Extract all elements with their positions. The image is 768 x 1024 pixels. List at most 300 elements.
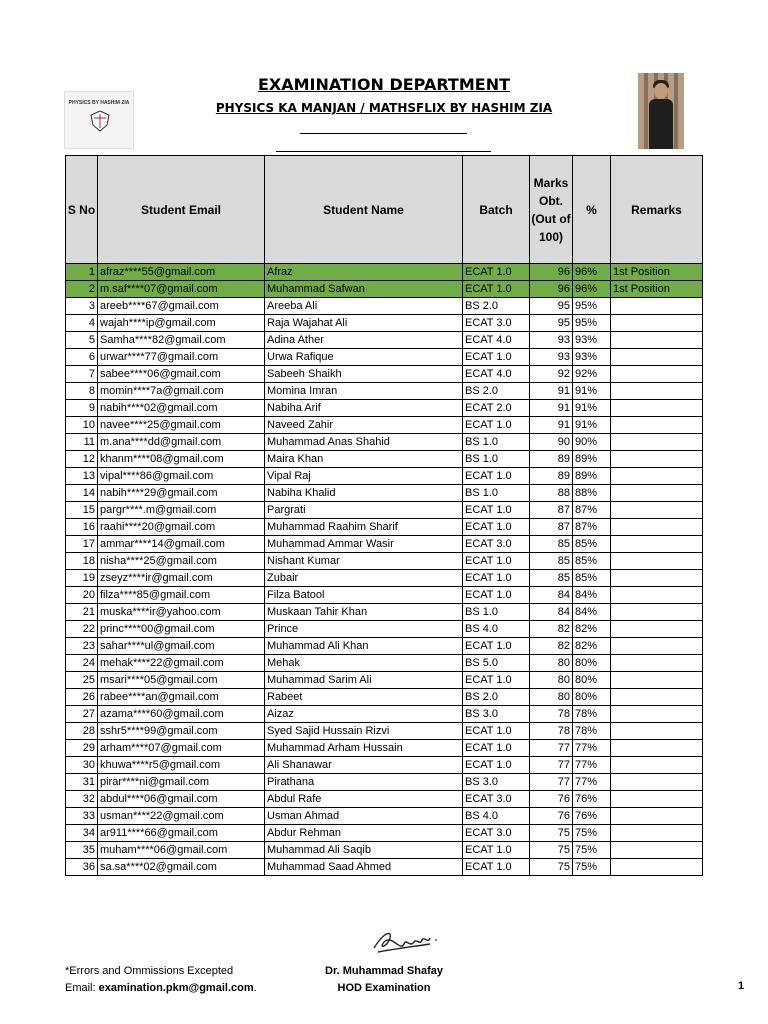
cell-percent: 93% bbox=[573, 349, 611, 366]
table-row bbox=[66, 842, 703, 859]
cell-name: Nabiha Arif bbox=[265, 400, 463, 417]
cell-remarks bbox=[611, 366, 703, 383]
cell-percent: 76% bbox=[573, 791, 611, 808]
cell-percent: 77% bbox=[573, 774, 611, 791]
cell-email: zseyz****ir@gmail.com bbox=[98, 570, 265, 587]
cell-remarks bbox=[611, 383, 703, 400]
divider bbox=[276, 151, 491, 152]
page-subtitle: PHYSICS KA MANJAN / MATHSFLIX BY HASHIM ZIA bbox=[215, 101, 553, 115]
table-row bbox=[66, 383, 703, 400]
cell-name: Muhammad Anas Shahid bbox=[265, 434, 463, 451]
table-row bbox=[66, 281, 703, 298]
cell-remarks bbox=[611, 553, 703, 570]
cell-marks: 78 bbox=[530, 706, 573, 723]
cell-name: Momina Imran bbox=[265, 383, 463, 400]
cell-marks: 77 bbox=[530, 757, 573, 774]
divider bbox=[300, 133, 467, 134]
cell-name: Sabeeh Shaikh bbox=[265, 366, 463, 383]
table-row bbox=[66, 434, 703, 451]
cell-remarks bbox=[611, 315, 703, 332]
cell-marks: 75 bbox=[530, 842, 573, 859]
cell-marks: 90 bbox=[530, 434, 573, 451]
table-row bbox=[66, 808, 703, 825]
cell-sno: 19 bbox=[66, 570, 98, 587]
cell-sno: 36 bbox=[66, 859, 98, 876]
cell-sno: 17 bbox=[66, 536, 98, 553]
cell-percent: 95% bbox=[573, 298, 611, 315]
cell-email: mehak****22@gmail.com bbox=[98, 655, 265, 672]
cell-email: m.ana****dd@gmail.com bbox=[98, 434, 265, 451]
cell-percent: 80% bbox=[573, 689, 611, 706]
cell-email: pargr****.m@gmail.com bbox=[98, 502, 265, 519]
cell-marks: 80 bbox=[530, 655, 573, 672]
contact-email: Email: examination.pkm@gmail.com. bbox=[65, 982, 257, 994]
cell-percent: 80% bbox=[573, 655, 611, 672]
cell-marks: 88 bbox=[530, 485, 573, 502]
cell-marks: 91 bbox=[530, 383, 573, 400]
cell-marks: 78 bbox=[530, 723, 573, 740]
cell-batch: ECAT 1.0 bbox=[463, 281, 530, 298]
cell-percent: 75% bbox=[573, 859, 611, 876]
cell-sno: 3 bbox=[66, 298, 98, 315]
cell-name: Naveed Zahir bbox=[265, 417, 463, 434]
cell-email: usman****22@gmail.com bbox=[98, 808, 265, 825]
cell-name: Aizaz bbox=[265, 706, 463, 723]
cell-batch: ECAT 1.0 bbox=[463, 672, 530, 689]
cell-batch: BS 1.0 bbox=[463, 434, 530, 451]
cell-name: Pargrati bbox=[265, 502, 463, 519]
table-row bbox=[66, 825, 703, 842]
cell-batch: BS 4.0 bbox=[463, 808, 530, 825]
cell-percent: 91% bbox=[573, 383, 611, 400]
cell-email: muham****06@gmail.com bbox=[98, 842, 265, 859]
cell-name: Muskaan Tahir Khan bbox=[265, 604, 463, 621]
cell-sno: 10 bbox=[66, 417, 98, 434]
cell-marks: 85 bbox=[530, 536, 573, 553]
cell-remarks bbox=[611, 706, 703, 723]
cell-name: Muhammad Ali Saqib bbox=[265, 842, 463, 859]
cell-batch: ECAT 1.0 bbox=[463, 417, 530, 434]
cell-marks: 82 bbox=[530, 621, 573, 638]
cell-remarks bbox=[611, 417, 703, 434]
cell-marks: 87 bbox=[530, 519, 573, 536]
cell-remarks bbox=[611, 502, 703, 519]
table-row bbox=[66, 264, 703, 281]
cell-percent: 78% bbox=[573, 723, 611, 740]
cell-email: nabih****02@gmail.com bbox=[98, 400, 265, 417]
cell-marks: 84 bbox=[530, 587, 573, 604]
cell-remarks bbox=[611, 808, 703, 825]
cell-email: ammar****14@gmail.com bbox=[98, 536, 265, 553]
column-header-marks: Marks Obt. (Out of 100) bbox=[530, 156, 573, 264]
signatory bbox=[0, 963, 768, 997]
cell-email: ar911****66@gmail.com bbox=[98, 825, 265, 842]
cell-remarks bbox=[611, 621, 703, 638]
signature bbox=[370, 922, 440, 956]
cell-sno: 4 bbox=[66, 315, 98, 332]
cell-remarks bbox=[611, 825, 703, 842]
cell-name: Prince bbox=[265, 621, 463, 638]
cell-sno: 31 bbox=[66, 774, 98, 791]
cell-percent: 82% bbox=[573, 621, 611, 638]
cell-email: msari****05@gmail.com bbox=[98, 672, 265, 689]
cell-batch: BS 2.0 bbox=[463, 383, 530, 400]
cell-email: abdul****06@gmail.com bbox=[98, 791, 265, 808]
cell-sno: 9 bbox=[66, 400, 98, 417]
cell-marks: 87 bbox=[530, 502, 573, 519]
cell-email: khanm****08@gmail.com bbox=[98, 451, 265, 468]
cell-batch: BS 5.0 bbox=[463, 655, 530, 672]
cell-email: sshr5****99@gmail.com bbox=[98, 723, 265, 740]
cell-batch: ECAT 3.0 bbox=[463, 315, 530, 332]
cell-name: Pirathana bbox=[265, 774, 463, 791]
cell-batch: BS 4.0 bbox=[463, 621, 530, 638]
cell-marks: 95 bbox=[530, 315, 573, 332]
cell-name: Muhammad Safwan bbox=[265, 281, 463, 298]
cell-remarks bbox=[611, 842, 703, 859]
cell-email: khuwa****r5@gmail.com bbox=[98, 757, 265, 774]
cell-remarks bbox=[611, 570, 703, 587]
cell-percent: 92% bbox=[573, 366, 611, 383]
cell-batch: ECAT 4.0 bbox=[463, 332, 530, 349]
column-header-email: Student Email bbox=[98, 156, 265, 264]
cell-percent: 91% bbox=[573, 417, 611, 434]
cell-name: Nishant Kumar bbox=[265, 553, 463, 570]
table-row bbox=[66, 553, 703, 570]
cell-sno: 23 bbox=[66, 638, 98, 655]
cell-percent: 93% bbox=[573, 332, 611, 349]
table-row bbox=[66, 757, 703, 774]
table-row bbox=[66, 451, 703, 468]
cell-percent: 85% bbox=[573, 553, 611, 570]
cell-sno: 5 bbox=[66, 332, 98, 349]
cell-percent: 95% bbox=[573, 315, 611, 332]
cell-remarks bbox=[611, 485, 703, 502]
cell-marks: 75 bbox=[530, 825, 573, 842]
cell-percent: 89% bbox=[573, 468, 611, 485]
department-logo bbox=[64, 91, 134, 149]
table-header-row bbox=[66, 156, 703, 264]
cell-email: pirar****ni@gmail.com bbox=[98, 774, 265, 791]
table-row bbox=[66, 332, 703, 349]
cell-marks: 93 bbox=[530, 349, 573, 366]
cell-marks: 96 bbox=[530, 281, 573, 298]
table-row bbox=[66, 417, 703, 434]
cell-remarks bbox=[611, 757, 703, 774]
cell-sno: 22 bbox=[66, 621, 98, 638]
cell-batch: BS 1.0 bbox=[463, 451, 530, 468]
cell-remarks bbox=[611, 791, 703, 808]
cell-remarks bbox=[611, 400, 703, 417]
cell-marks: 85 bbox=[530, 553, 573, 570]
cell-sno: 24 bbox=[66, 655, 98, 672]
cell-sno: 27 bbox=[66, 706, 98, 723]
cell-percent: 84% bbox=[573, 604, 611, 621]
cell-remarks bbox=[611, 740, 703, 757]
cell-name: Muhammad Saad Ahmed bbox=[265, 859, 463, 876]
table-row bbox=[66, 604, 703, 621]
page-number: 1 bbox=[738, 980, 745, 992]
cell-sno: 35 bbox=[66, 842, 98, 859]
cell-email: nisha****25@gmail.com bbox=[98, 553, 265, 570]
table-row bbox=[66, 502, 703, 519]
cell-remarks bbox=[611, 434, 703, 451]
cell-sno: 33 bbox=[66, 808, 98, 825]
cell-percent: 90% bbox=[573, 434, 611, 451]
cell-sno: 26 bbox=[66, 689, 98, 706]
cell-batch: BS 1.0 bbox=[463, 604, 530, 621]
cell-name: Muhammad Ali Khan bbox=[265, 638, 463, 655]
page-title: EXAMINATION DEPARTMENT bbox=[257, 75, 510, 94]
cell-batch: ECAT 1.0 bbox=[463, 859, 530, 876]
cell-name: Usman Ahmad bbox=[265, 808, 463, 825]
cell-sno: 21 bbox=[66, 604, 98, 621]
cell-sno: 2 bbox=[66, 281, 98, 298]
table-row bbox=[66, 774, 703, 791]
cell-batch: ECAT 1.0 bbox=[463, 740, 530, 757]
table-row bbox=[66, 485, 703, 502]
cell-percent: 82% bbox=[573, 638, 611, 655]
cell-email: sa.sa****02@gmail.com bbox=[98, 859, 265, 876]
cell-sno: 30 bbox=[66, 757, 98, 774]
cell-email: urwar****77@gmail.com bbox=[98, 349, 265, 366]
cell-batch: ECAT 1.0 bbox=[463, 349, 530, 366]
signatory-title: HOD Examination bbox=[337, 982, 431, 994]
cell-sno: 28 bbox=[66, 723, 98, 740]
table-row bbox=[66, 366, 703, 383]
cell-name: Areeba Ali bbox=[265, 298, 463, 315]
cell-marks: 76 bbox=[530, 808, 573, 825]
cell-batch: ECAT 2.0 bbox=[463, 400, 530, 417]
cell-percent: 85% bbox=[573, 570, 611, 587]
cell-name: Muhammad Sarim Ali bbox=[265, 672, 463, 689]
cell-marks: 80 bbox=[530, 689, 573, 706]
column-header-percent: % bbox=[573, 156, 611, 264]
cell-percent: 96% bbox=[573, 281, 611, 298]
cell-name: Nabiha Khalid bbox=[265, 485, 463, 502]
cell-email: raahi****20@gmail.com bbox=[98, 519, 265, 536]
cell-marks: 92 bbox=[530, 366, 573, 383]
cell-percent: 88% bbox=[573, 485, 611, 502]
cell-email: sahar****ul@gmail.com bbox=[98, 638, 265, 655]
cell-email: sabee****06@gmail.com bbox=[98, 366, 265, 383]
table-row bbox=[66, 638, 703, 655]
cell-name: Raja Wajahat Ali bbox=[265, 315, 463, 332]
table-row bbox=[66, 859, 703, 876]
table-row bbox=[66, 723, 703, 740]
cell-remarks: 1st Position bbox=[611, 281, 703, 298]
cell-percent: 80% bbox=[573, 672, 611, 689]
cell-batch: ECAT 1.0 bbox=[463, 468, 530, 485]
cell-remarks bbox=[611, 298, 703, 315]
cell-batch: ECAT 3.0 bbox=[463, 536, 530, 553]
cell-batch: ECAT 3.0 bbox=[463, 825, 530, 842]
cell-sno: 16 bbox=[66, 519, 98, 536]
cell-sno: 34 bbox=[66, 825, 98, 842]
cell-email: arham****07@gmail.com bbox=[98, 740, 265, 757]
cell-marks: 95 bbox=[530, 298, 573, 315]
table-row bbox=[66, 689, 703, 706]
table-row bbox=[66, 536, 703, 553]
cell-name: Filza Batool bbox=[265, 587, 463, 604]
cell-marks: 80 bbox=[530, 672, 573, 689]
cell-sno: 15 bbox=[66, 502, 98, 519]
cell-email: princ****00@gmail.com bbox=[98, 621, 265, 638]
cell-percent: 76% bbox=[573, 808, 611, 825]
cell-batch: BS 3.0 bbox=[463, 774, 530, 791]
cell-batch: ECAT 1.0 bbox=[463, 842, 530, 859]
cell-remarks bbox=[611, 723, 703, 740]
cell-batch: ECAT 1.0 bbox=[463, 519, 530, 536]
cell-email: azama****60@gmail.com bbox=[98, 706, 265, 723]
cell-sno: 6 bbox=[66, 349, 98, 366]
cell-name: Mehak bbox=[265, 655, 463, 672]
cell-email: m.saf****07@gmail.com bbox=[98, 281, 265, 298]
cell-remarks bbox=[611, 468, 703, 485]
cell-email: filza****85@gmail.com bbox=[98, 587, 265, 604]
cell-sno: 7 bbox=[66, 366, 98, 383]
cell-marks: 85 bbox=[530, 570, 573, 587]
cell-percent: 87% bbox=[573, 519, 611, 536]
cell-remarks bbox=[611, 604, 703, 621]
table-row bbox=[66, 621, 703, 638]
cell-batch: ECAT 1.0 bbox=[463, 757, 530, 774]
signatory-name: Dr. Muhammad Shafay bbox=[325, 965, 443, 977]
table-row bbox=[66, 400, 703, 417]
cell-sno: 25 bbox=[66, 672, 98, 689]
cell-name: Muhammad Ammar Wasir bbox=[265, 536, 463, 553]
table-row bbox=[66, 298, 703, 315]
cell-email: afraz****55@gmail.com bbox=[98, 264, 265, 281]
cell-remarks bbox=[611, 859, 703, 876]
cell-percent: 78% bbox=[573, 706, 611, 723]
cell-name: Afraz bbox=[265, 264, 463, 281]
cell-batch: ECAT 1.0 bbox=[463, 553, 530, 570]
cell-name: Adina Ather bbox=[265, 332, 463, 349]
table-row bbox=[66, 468, 703, 485]
cell-email: navee****25@gmail.com bbox=[98, 417, 265, 434]
cell-marks: 93 bbox=[530, 332, 573, 349]
cell-marks: 77 bbox=[530, 740, 573, 757]
cell-remarks bbox=[611, 536, 703, 553]
cell-percent: 85% bbox=[573, 536, 611, 553]
cell-batch: BS 3.0 bbox=[463, 706, 530, 723]
cell-remarks bbox=[611, 587, 703, 604]
cell-sno: 12 bbox=[66, 451, 98, 468]
cell-percent: 77% bbox=[573, 757, 611, 774]
cell-name: Muhammad Arham Hussain bbox=[265, 740, 463, 757]
cell-percent: 96% bbox=[573, 264, 611, 281]
cell-email: vipal****86@gmail.com bbox=[98, 468, 265, 485]
cell-percent: 75% bbox=[573, 842, 611, 859]
cell-email: Samha****82@gmail.com bbox=[98, 332, 265, 349]
column-header-sno: S No bbox=[66, 156, 98, 264]
cell-percent: 84% bbox=[573, 587, 611, 604]
cell-sno: 8 bbox=[66, 383, 98, 400]
cell-remarks bbox=[611, 689, 703, 706]
cell-batch: BS 2.0 bbox=[463, 689, 530, 706]
cell-batch: ECAT 1.0 bbox=[463, 264, 530, 281]
cell-batch: ECAT 1.0 bbox=[463, 723, 530, 740]
cell-marks: 91 bbox=[530, 417, 573, 434]
cell-email: areeb****67@gmail.com bbox=[98, 298, 265, 315]
cell-sno: 14 bbox=[66, 485, 98, 502]
cell-remarks bbox=[611, 672, 703, 689]
cell-name: Urwa Rafique bbox=[265, 349, 463, 366]
cell-remarks bbox=[611, 451, 703, 468]
column-header-batch: Batch bbox=[463, 156, 530, 264]
cell-batch: ECAT 3.0 bbox=[463, 791, 530, 808]
email-link[interactable]: examination.pkm@gmail.com bbox=[98, 982, 254, 994]
table-row bbox=[66, 519, 703, 536]
cell-marks: 82 bbox=[530, 638, 573, 655]
cell-percent: 75% bbox=[573, 825, 611, 842]
cell-name: Muhammad Raahim Sharif bbox=[265, 519, 463, 536]
cell-email: muska****ir@yahoo.com bbox=[98, 604, 265, 621]
cell-sno: 11 bbox=[66, 434, 98, 451]
table-row bbox=[66, 740, 703, 757]
cell-marks: 75 bbox=[530, 859, 573, 876]
cell-marks: 89 bbox=[530, 451, 573, 468]
cell-percent: 89% bbox=[573, 451, 611, 468]
cell-sno: 32 bbox=[66, 791, 98, 808]
cell-marks: 76 bbox=[530, 791, 573, 808]
cell-remarks bbox=[611, 519, 703, 536]
cell-email: wajah****ip@gmail.com bbox=[98, 315, 265, 332]
cell-marks: 77 bbox=[530, 774, 573, 791]
logo-text: PHYSICS BY HASHIM ZIA bbox=[68, 100, 130, 106]
cell-email: rabee****an@gmail.com bbox=[98, 689, 265, 706]
cell-name: Ali Shanawar bbox=[265, 757, 463, 774]
cell-percent: 87% bbox=[573, 502, 611, 519]
cell-remarks: 1st Position bbox=[611, 264, 703, 281]
cell-name: Maira Khan bbox=[265, 451, 463, 468]
cell-marks: 96 bbox=[530, 264, 573, 281]
cell-name: Syed Sajid Hussain Rizvi bbox=[265, 723, 463, 740]
cell-percent: 77% bbox=[573, 740, 611, 757]
cell-batch: ECAT 1.0 bbox=[463, 502, 530, 519]
table-row bbox=[66, 672, 703, 689]
column-header-remarks: Remarks bbox=[611, 156, 703, 264]
table-row bbox=[66, 706, 703, 723]
cell-remarks bbox=[611, 332, 703, 349]
cell-name: Vipal Raj bbox=[265, 468, 463, 485]
table-row bbox=[66, 315, 703, 332]
cell-email: nabih****29@gmail.com bbox=[98, 485, 265, 502]
cell-batch: ECAT 1.0 bbox=[463, 638, 530, 655]
cell-sno: 1 bbox=[66, 264, 98, 281]
cell-batch: ECAT 4.0 bbox=[463, 366, 530, 383]
cell-remarks bbox=[611, 349, 703, 366]
cell-batch: ECAT 1.0 bbox=[463, 587, 530, 604]
results-table bbox=[65, 155, 703, 876]
cell-marks: 91 bbox=[530, 400, 573, 417]
cell-remarks bbox=[611, 774, 703, 791]
cell-name: Abdul Rafe bbox=[265, 791, 463, 808]
cell-batch: BS 2.0 bbox=[463, 298, 530, 315]
instructor-photo bbox=[638, 73, 684, 149]
cell-batch: BS 1.0 bbox=[463, 485, 530, 502]
table-row bbox=[66, 791, 703, 808]
cell-percent: 91% bbox=[573, 400, 611, 417]
cell-name: Rabeet bbox=[265, 689, 463, 706]
cell-marks: 84 bbox=[530, 604, 573, 621]
cell-sno: 29 bbox=[66, 740, 98, 757]
cell-sno: 13 bbox=[66, 468, 98, 485]
table-row bbox=[66, 655, 703, 672]
cell-sno: 18 bbox=[66, 553, 98, 570]
cell-batch: ECAT 1.0 bbox=[463, 570, 530, 587]
